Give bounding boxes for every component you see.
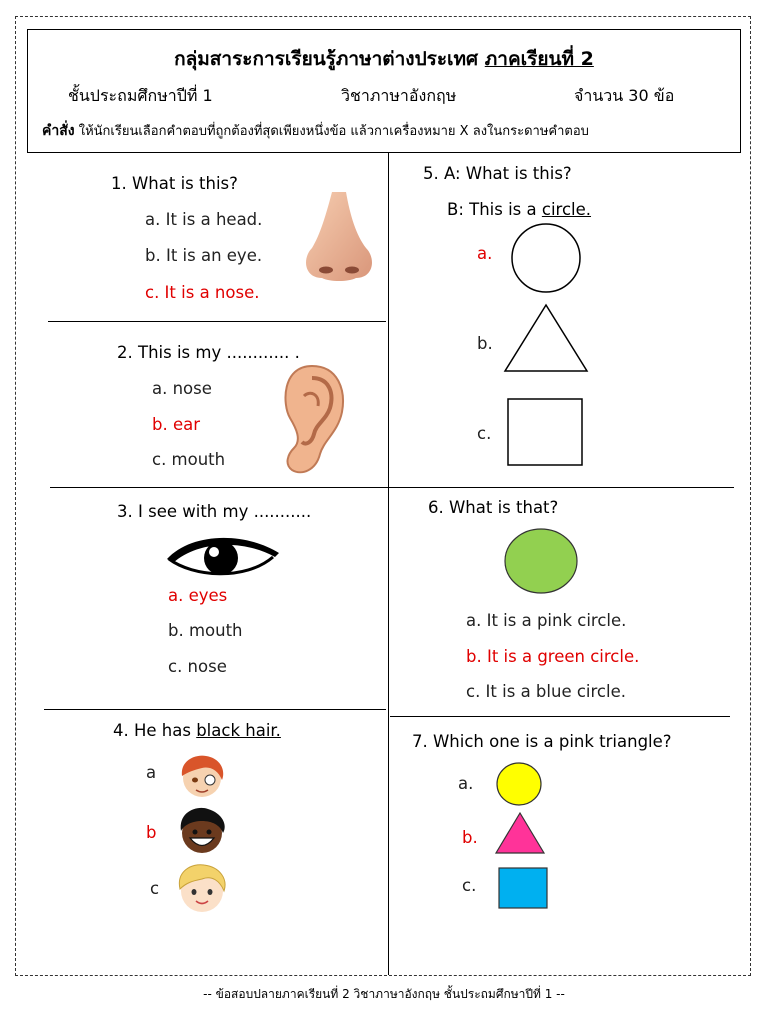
q4-option-b[interactable]: b (146, 823, 157, 842)
q5-option-a[interactable]: a. (477, 244, 493, 263)
triangle-shape (503, 303, 589, 373)
q2-option-b[interactable]: b. ear (152, 415, 201, 434)
pink-triangle-shape (494, 811, 546, 855)
instruction (42, 120, 589, 142)
q2-question: 2. This is my ............ . (117, 343, 300, 362)
black-hair-boy-picture (176, 805, 228, 857)
blue-square-shape (498, 867, 548, 909)
footer-text: -- ข้อสอบปลายภาคเรียนที่ 2 วิชาภาษาอังกฤษ ชั้นประถมศึกษาปีที่ 1 -- (203, 987, 565, 1001)
circle-shape (508, 223, 584, 293)
q3-question: 3. I see with my ........... (117, 502, 312, 521)
grade-label: ชั้นประถมศึกษาปีที่ 1 (68, 86, 213, 105)
q1-question: 1. What is this? (111, 174, 238, 193)
q7-option-c[interactable]: c. (462, 876, 477, 895)
column-divider (388, 153, 389, 975)
q5-line2 (447, 200, 591, 219)
subject-label: วิชาภาษาอังกฤษ (341, 86, 457, 105)
q4-question-text: 4. He has (113, 721, 197, 740)
question-count: จำนวน 30 ข้อ (574, 86, 675, 105)
page-border (15, 16, 751, 976)
divider-row2 (50, 487, 734, 488)
blond-hair-boy-picture (174, 861, 230, 917)
instruction-text: ให้นักเรียนเลือกคำตอบที่ถูกต้องที่สุดเพียงหนึ่งข้อ แล้วกาเครื่องหมาย X ลงในกระดาษคำตอบ (78, 124, 589, 139)
q3-option-c[interactable]: c. nose (168, 657, 227, 676)
q5-option-b[interactable]: b. (477, 334, 493, 353)
q2-option-c[interactable]: c. mouth (152, 450, 226, 469)
q1-option-b[interactable]: b. It is an eye. (145, 246, 263, 265)
q6-question: 6. What is that? (428, 498, 559, 517)
title-semester: ภาคเรียนที่ 2 (484, 48, 594, 70)
q5-line2-text: B: This is a (447, 200, 542, 219)
ear-picture (276, 362, 348, 478)
q6-option-c[interactable]: c. It is a blue circle. (466, 682, 626, 701)
divider-q6-q7 (390, 716, 730, 717)
q7-option-b[interactable]: b. (462, 828, 478, 847)
divider-q3-q4 (44, 709, 386, 710)
q2-option-a[interactable]: a. nose (152, 379, 212, 398)
q4-question-underlined: black hair. (196, 721, 281, 740)
divider-q1-q2 (48, 321, 386, 322)
instruction-label: คำสั่ง (42, 123, 75, 139)
q5-option-c[interactable]: c. (477, 424, 492, 443)
q7-option-a[interactable]: a. (458, 774, 474, 793)
red-hair-boy-picture (176, 752, 228, 800)
title-main: กลุ่มสาระการเรียนรู้ภาษาต่างประเทศ (174, 48, 479, 70)
q4-option-a[interactable]: a (146, 763, 157, 782)
green-circle-shape (504, 528, 578, 594)
q5-line2-underlined: circle. (541, 200, 592, 219)
q4-question (113, 721, 281, 740)
nose-picture (302, 190, 376, 282)
exam-header (27, 29, 741, 153)
eye-picture (163, 525, 285, 581)
q7-question: 7. Which one is a pink triangle? (412, 732, 672, 751)
square-shape (507, 398, 583, 466)
q3-option-b[interactable]: b. mouth (168, 621, 243, 640)
q4-option-c[interactable]: c (150, 879, 160, 898)
q6-option-a[interactable]: a. It is a pink circle. (466, 611, 627, 630)
q1-option-c[interactable]: c. It is a nose. (145, 283, 260, 302)
exam-title (28, 44, 740, 74)
q6-option-b[interactable]: b. It is a green circle. (466, 647, 640, 666)
q5-line1: 5. A: What is this? (423, 164, 572, 183)
yellow-circle-shape (496, 762, 542, 806)
q1-option-a[interactable]: a. It is a head. (145, 210, 263, 229)
q3-option-a[interactable]: a. eyes (168, 586, 228, 605)
